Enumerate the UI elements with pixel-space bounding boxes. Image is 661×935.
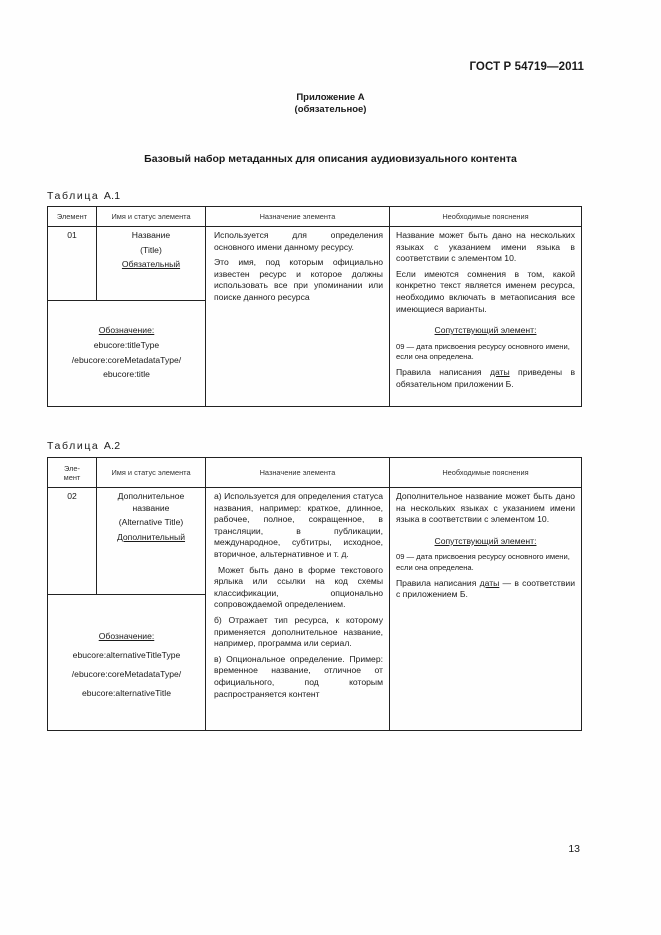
table1-designation-3: ebucore:title <box>103 369 150 379</box>
table2-accompanying-label: Сопутствующий элемент: <box>434 535 537 546</box>
table1-caption-number: А.1 <box>103 190 121 202</box>
table2-designation-3: ebucore:alternativeTitle <box>81 688 171 698</box>
table1-rules-link: даты <box>489 366 510 377</box>
table-a2 <box>47 457 582 731</box>
table2-header-row <box>48 458 582 488</box>
main-title: Базовый набор метаданных для описания аудиовизуального контента <box>144 153 517 165</box>
table1-element-no: 01 <box>48 227 97 301</box>
table2-name: Дополнительное название <box>117 491 185 513</box>
standard-number: ГОСТ Р 54719—2011 <box>469 61 584 73</box>
table1-status: Обязательный <box>121 259 181 270</box>
table1-designation-2: /ebucore:coreMetadataType/ <box>71 355 182 365</box>
table2-rules-before: Правила написания <box>396 577 477 588</box>
table1-designation-label: Обозначение: <box>98 325 155 335</box>
table1-designation-1: ebucore:titleType <box>93 340 160 350</box>
table1-col-notes: Необходимые пояснения <box>390 207 582 227</box>
table2-notes-p1: Дополнительное название может быть дано на нескольких языках с указанием имени языка в соответствии с элементом 10. <box>396 491 575 525</box>
table2-purpose-p4: в) Опциональное определение. Пример: временное название, отличное от официального, под которым распространяется контент <box>214 653 383 699</box>
appendix-title: Приложение А <box>296 92 365 103</box>
table2-element-no: 02 <box>48 488 97 595</box>
table2-status: Дополнительный <box>116 531 186 542</box>
table2-col-name: Имя и статус элемента <box>97 458 206 488</box>
table2-row <box>48 488 582 595</box>
table2-col-element: Эле-мент <box>48 458 97 488</box>
table2-purpose-p2: Может быть дано в форме текстового ярлыка или ссылки на код схемы классификации, опционально сопровождаемой определением. <box>214 564 383 610</box>
table1-designation-cell <box>48 301 206 407</box>
table1-notes-p1: Название может быть дано на нескольких языках с указанием имени языка в соответствии с элементом 10. <box>396 230 575 264</box>
table1-purpose-p1: Используется для определения основного имени данному ресурсу. <box>214 230 383 252</box>
table1-name: Название <box>131 230 171 240</box>
table1-accompanying-text: 09 — дата присвоения ресурсу основного имени, если она определена. <box>396 341 570 362</box>
table1-rules <box>396 367 575 390</box>
table1-name-en: (Title) <box>140 244 162 255</box>
table2-purpose-p1: а) Используется для определения статуса названия, например: краткое, длинное, рабочее, полное, сокращенное, в трансляции, в публикации, международное, субтитры, исходное, вторичное, альтернативное и т. д. <box>214 491 383 559</box>
table1-accompanying-label: Сопутствующий элемент: <box>434 325 537 336</box>
table1-purpose-cell <box>206 227 390 407</box>
table2-caption <box>47 440 120 452</box>
table2-rules-link: даты <box>479 577 500 588</box>
table2-col-purpose: Назначение элемента <box>206 458 390 488</box>
table1-col-name: Имя и статус элемента <box>97 207 206 227</box>
table1-col-purpose: Назначение элемента <box>206 207 390 227</box>
table1-caption <box>47 190 120 202</box>
table2-col-notes: Необходимые пояснения <box>390 458 582 488</box>
table1-rules-after: приведены в обязательном приложении Б. <box>396 366 576 389</box>
table2-rules-after: — в соответствии с приложением Б. <box>396 577 576 600</box>
table2-purpose-cell <box>206 488 390 731</box>
table-a1 <box>47 206 582 407</box>
table1-rules-before: Правила написания <box>396 366 482 377</box>
table1-row <box>48 227 582 301</box>
table2-rules <box>396 578 575 601</box>
table1-header-row <box>48 207 582 227</box>
table1-notes-p2: Если имеются сомнения в том, какой конкретно текст является именем ресурса, необходимо включать в метаописания все имеющиеся варианты. <box>396 268 575 314</box>
table2-caption-number: А.2 <box>103 440 121 452</box>
table1-notes-cell <box>390 227 582 407</box>
appendix-status: (обязательное) <box>294 104 367 115</box>
table2-designation-cell <box>48 595 206 731</box>
table2-notes-cell <box>390 488 582 731</box>
table2-name-cell <box>97 488 206 595</box>
table2-designation-label: Обозначение: <box>98 631 155 641</box>
table2-purpose-p3: б) Отражает тип ресурса, к которому применяется дополнительное название, например, программа или сериал. <box>214 614 383 649</box>
table2-designation-1: ebucore:alternativeTitleType <box>72 650 181 660</box>
table2-designation-2: /ebucore:coreMetadataType/ <box>71 669 182 679</box>
table1-caption-word: Таблица <box>47 190 100 202</box>
page-number: 13 <box>568 843 580 855</box>
table2-name-en: (Alternative Title) <box>118 517 184 528</box>
table1-name-cell <box>97 227 206 301</box>
table1-col-element: Элемент <box>48 207 97 227</box>
table2-accompanying-text: 09 — дата присвоения ресурсу основного имени, если она определена. <box>396 552 570 572</box>
table2-caption-word: Таблица <box>47 440 100 452</box>
table1-purpose-p2: Это имя, под которым официально известен ресурс и которое должны использовать все при упоминании или поиске данного ресурса <box>214 257 383 302</box>
